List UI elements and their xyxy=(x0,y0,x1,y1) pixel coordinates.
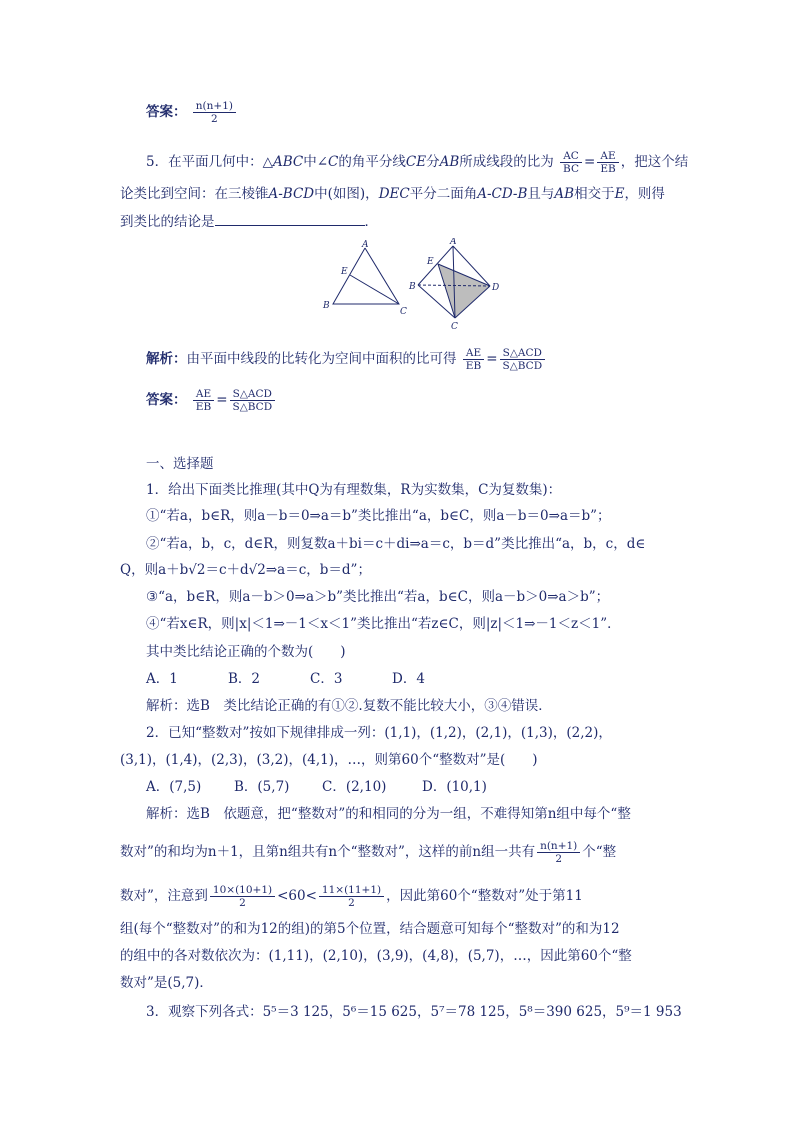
label-b: B xyxy=(409,282,416,292)
fraction-numerator: AE xyxy=(597,150,618,163)
option-a: A．(7,5) xyxy=(146,779,202,795)
label-e: E xyxy=(427,257,434,267)
geometry-figures xyxy=(315,238,515,333)
q5-line2 xyxy=(120,185,665,203)
p2-analysis5: 的组中的各对数依次为：(1,11)，(2,10)，(3,9)，(4,8)，(5,7)，…，因此第60个“整 xyxy=(120,948,632,964)
q5-text: 的角平分线 xyxy=(338,154,406,170)
label-a: A xyxy=(450,238,457,247)
count-fraction xyxy=(537,840,580,865)
q5-text: 分 xyxy=(426,154,440,170)
analysis-label: 解析： xyxy=(146,351,187,367)
option-d: D．4 xyxy=(392,671,425,687)
fraction-numerator: n(n+1) xyxy=(537,840,580,853)
fraction-denominator: EB xyxy=(465,360,482,372)
answer-label: 答案： xyxy=(146,392,187,408)
p2-analysis1: 解析：选B 依题意，把“整数对”的和相同的分为一组，不难得知第n组中每个“整 xyxy=(146,806,631,822)
equals-sign: = xyxy=(486,351,498,367)
fraction-numerator: S△ACD xyxy=(500,347,546,360)
label-c: C xyxy=(451,322,458,332)
q5-analysis xyxy=(146,347,547,372)
analysis-text: 个“整 xyxy=(582,844,617,860)
option-b: B．2 xyxy=(228,671,261,687)
fraction-numerator: AE xyxy=(463,347,484,360)
q5-text: 所成线段的比为 xyxy=(459,154,554,170)
ratio-fraction xyxy=(463,347,484,372)
q5-text: 中(如图)， xyxy=(314,186,379,202)
q5-line1 xyxy=(146,150,688,175)
answer-label: 答案： xyxy=(146,104,187,120)
fraction-denominator: 2 xyxy=(348,897,355,909)
inequality: <60< xyxy=(277,888,317,904)
p1-item4: ④“若x∈R，则|x|＜1⇒－1＜x＜1”类比推出“若z∈C，则|z|＜1⇒－1＜z＜1”． xyxy=(146,616,621,632)
option-b: B．(5,7) xyxy=(234,779,290,795)
answer-line xyxy=(146,100,238,125)
q5-text: 到类比的结论是 xyxy=(120,214,215,230)
q5-text: 且与 xyxy=(527,186,555,202)
fraction-denominator: S△BCD xyxy=(502,360,543,372)
analysis-text: 数对”的和均为n＋1，且第n组共有n个“整数对”，这样的前n组一共有 xyxy=(120,844,536,860)
q5-text: ，则得 xyxy=(624,186,665,202)
ratio-fraction xyxy=(560,150,582,175)
q5-var: ABC xyxy=(272,154,304,170)
q5-text: 平分二面角 xyxy=(409,186,478,202)
q5-text: 相交于 xyxy=(574,186,615,202)
label-a: A xyxy=(362,240,369,250)
label-e: E xyxy=(341,267,348,277)
p2-analysis6: 数对”是(5,7)． xyxy=(120,975,213,991)
fraction-numerator: AC xyxy=(560,150,582,163)
q5-var: A-BCD xyxy=(268,186,315,202)
p1-stem: 1．给出下面类比推理(其中Q为有理数集，R为实数集，C为复数集)： xyxy=(146,482,562,498)
q5-text: 中∠ xyxy=(303,154,329,170)
p2-line1: 2．已知“整数对”按如下规律排成一列：(1,1)，(1,2)，(2,1)，(1,3)，(2,2)， xyxy=(146,725,612,741)
p3-line1: 3．观察下列各式：5⁵＝3 125，5⁶＝15 625，5⁷＝78 125，5⁸＝390 625，5⁹＝1 953 xyxy=(146,1004,682,1020)
label-c: C xyxy=(400,307,407,317)
q5-var: A-CD-B xyxy=(477,186,528,202)
q5-var: CE xyxy=(405,154,427,170)
p1-item1: ①“若a，b∈R，则a－b＝0⇒a＝b”类比推出“a，b∈C，则a－b＝0⇒a＝b”； xyxy=(146,508,611,524)
equals-sign: = xyxy=(216,392,228,408)
q5-var: DEC xyxy=(378,186,410,202)
fraction-numerator: 10×(10+1) xyxy=(210,884,275,897)
p2-line2: (3,1)，(1,4)，(2,3)，(3,2)，(4,1)，…，则第60个“整数对”是( ) xyxy=(120,752,538,768)
ratio-fraction xyxy=(597,150,618,175)
fraction-denominator: EB xyxy=(195,401,212,413)
q5-var: C xyxy=(328,154,339,170)
p1-item2b: Q，则a＋b√2＝c＋d√2⇒a＝c，b＝d”； xyxy=(120,562,371,578)
answer-blank xyxy=(215,213,365,226)
q5-text: ，把这个结 xyxy=(620,154,689,170)
area-fraction xyxy=(500,347,546,372)
p1-analysis: 解析：选B 类比结论正确的有①②.复数不能比较大小，③④错误． xyxy=(146,698,552,714)
analysis-text: 数对”，注意到 xyxy=(120,888,208,904)
p2-options xyxy=(146,778,487,796)
q5-text: 论类比到空间：在三棱锥 xyxy=(120,186,269,202)
option-c: C．(2,10) xyxy=(322,779,387,795)
option-c: C．3 xyxy=(310,671,343,687)
q5-var: AB xyxy=(439,154,460,170)
ratio-fraction xyxy=(193,388,214,413)
equals-sign: = xyxy=(584,154,596,170)
fraction-numerator: n(n+1) xyxy=(193,100,236,113)
fraction-denominator: 2 xyxy=(211,113,218,125)
p1-options xyxy=(146,670,425,688)
fraction-numerator: S△ACD xyxy=(230,388,276,401)
option-d: D．(10,1) xyxy=(422,779,487,795)
fraction-numerator: AE xyxy=(193,388,214,401)
answer-fraction xyxy=(193,100,236,125)
p1-item2a: ②“若a，b，c，d∈R，则复数a＋bi＝c＋di⇒a＝c，b＝d”类比推出“a，b，c，d∈ xyxy=(146,536,646,552)
p1-item3: ③“a，b∈R，则a－b＞0⇒a＞b”类比推出“若a，b∈C，则a－b＞0⇒a＞b”； xyxy=(146,589,610,605)
bound-fraction xyxy=(319,884,384,909)
fraction-denominator: 2 xyxy=(239,897,246,909)
p1-ask: 其中类比结论正确的个数为( ) xyxy=(146,644,346,660)
analysis-text: 由平面中线段的比转化为空间中面积的比可得 xyxy=(186,351,457,367)
p2-analysis3 xyxy=(120,884,583,909)
q5-text: 5．在平面几何中：△ xyxy=(146,154,273,170)
fraction-denominator: S△BCD xyxy=(232,401,273,413)
p2-analysis2 xyxy=(120,840,616,865)
q5-answer xyxy=(146,388,277,413)
fraction-numerator: 11×(11+1) xyxy=(319,884,384,897)
bound-fraction xyxy=(210,884,275,909)
fraction-denominator: BC xyxy=(563,163,579,175)
area-fraction xyxy=(230,388,276,413)
option-a: A．1 xyxy=(146,671,178,687)
p2-analysis4: 组(每个“整数对”的和为12的组)的第5个位置，结合题意可知每个“整数对”的和为12 xyxy=(120,921,620,937)
q5-text: ． xyxy=(364,214,378,230)
section-heading: 一、选择题 xyxy=(146,456,214,472)
q5-line3 xyxy=(120,213,378,231)
fraction-denominator: 2 xyxy=(555,853,563,865)
label-b: B xyxy=(323,301,330,311)
analysis-text: ，因此第60个“整数对”处于第11 xyxy=(386,888,583,904)
bisector-ce xyxy=(350,275,399,304)
fraction-denominator: EB xyxy=(600,163,616,175)
q5-var: E xyxy=(614,186,625,202)
label-d: D xyxy=(492,283,500,293)
q5-var: AB xyxy=(554,186,575,202)
